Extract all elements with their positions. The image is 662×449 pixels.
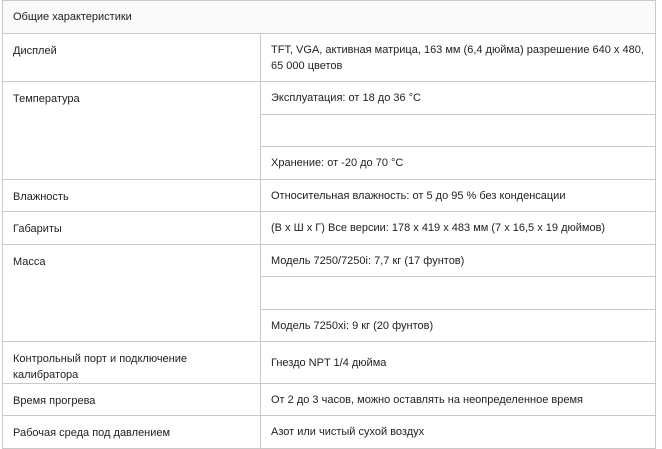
table-row	[3, 212, 656, 245]
row-label-mass: Масса	[3, 245, 261, 342]
table-row	[3, 245, 656, 277]
row-value: Эксплуатация: от 18 до 36 °C	[261, 82, 656, 115]
row-value: Хранение: от -20 до 70 °C	[261, 147, 656, 180]
row-label-humidity: Влажность	[3, 180, 261, 212]
table-row	[3, 82, 656, 115]
row-value: От 2 до 3 часов, можно оставлять на неопределенное время	[261, 384, 656, 416]
row-value: Относительная влажность: от 5 до 95 % без конденсации	[261, 180, 656, 212]
table-row	[3, 34, 656, 82]
row-value-empty	[261, 277, 656, 310]
table-row	[3, 342, 656, 384]
table-title: Общие характеристики	[3, 1, 656, 34]
table-header-row	[3, 1, 656, 34]
row-label-dimensions: Габариты	[3, 212, 261, 245]
table-row	[3, 384, 656, 416]
row-label-temperature: Температура	[3, 82, 261, 180]
row-value: (В x Ш x Г) Все версии: 178 x 419 x 483 мм (7 x 16,5 x 19 дюймов)	[261, 212, 656, 245]
row-value: Гнездо NPT 1/4 дюйма	[261, 342, 656, 384]
row-value: Азот или чистый сухой воздух	[261, 416, 656, 449]
row-label-display: Дисплей	[3, 34, 261, 82]
row-value: Модель 7250xi: 9 кг (20 фунтов)	[261, 310, 656, 342]
specifications-table	[2, 0, 656, 449]
table-row	[3, 416, 656, 449]
row-value: TFT, VGA, активная матрица, 163 мм (6,4 дюйма) разрешение 640 x 480, 65 000 цветов	[261, 34, 656, 82]
table-row	[3, 180, 656, 212]
row-label-control-port: Контрольный порт и подключение калибратора	[3, 342, 261, 384]
row-label-warmup-time: Время прогрева	[3, 384, 261, 416]
row-value: Модель 7250/7250i: 7,7 кг (17 фунтов)	[261, 245, 656, 277]
row-value-empty	[261, 115, 656, 147]
row-label-pressure-medium: Рабочая среда под давлением	[3, 416, 261, 449]
